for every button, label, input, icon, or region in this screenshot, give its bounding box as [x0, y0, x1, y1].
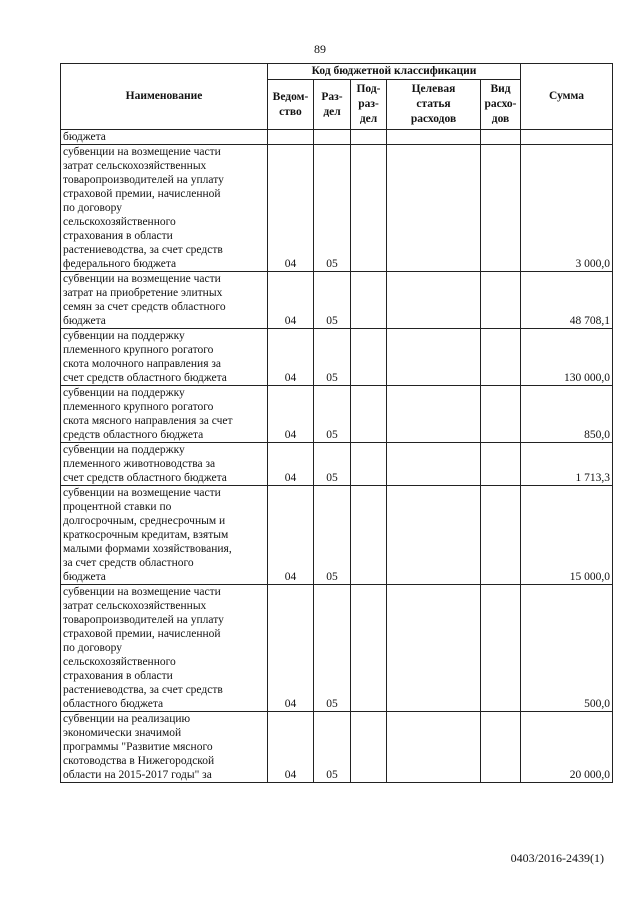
table-row: [61, 712, 613, 783]
row-sum: 1 713,3: [521, 443, 613, 486]
row-vedomstvo: 04: [268, 486, 314, 585]
row-name: субвенции на возмещение части затрат сельскохозяйственных товаропроизводителей на уплату страховой премии, начисленной по договору сельскохозяйственного страхования в области растениеводства, за счет средств федерального бюджета: [61, 145, 268, 272]
row-podrazdel: [351, 486, 387, 585]
row-vedomstvo: 04: [268, 386, 314, 443]
row-vid: [481, 712, 521, 783]
table-row: [61, 486, 613, 585]
row-razdel: 05: [314, 486, 351, 585]
row-name: субвенции на возмещение части затрат сельскохозяйственных товаропроизводителей на уплату страховой премии, начисленной по договору сельскохозяйственного страхования в области растениеводства, за счет средств областного бюджета: [61, 585, 268, 712]
row-vedomstvo: 04: [268, 585, 314, 712]
header-celevaya: Целевая статья расходов: [387, 80, 481, 130]
empty-cell: [314, 130, 351, 145]
continuation-text: бюджета: [61, 130, 268, 145]
row-celevaya: [387, 145, 481, 272]
row-name: субвенции на возмещение части затрат на приобретение элитных семян за счет средств областного бюджета: [61, 272, 268, 329]
row-vedomstvo: 04: [268, 272, 314, 329]
header-summa: Сумма: [521, 64, 613, 130]
row-vid: [481, 145, 521, 272]
empty-cell: [387, 130, 481, 145]
row-sum: 3 000,0: [521, 145, 613, 272]
table-row: [61, 145, 613, 272]
header-name: Наименование: [61, 64, 268, 130]
row-celevaya: [387, 386, 481, 443]
row-vid: [481, 329, 521, 386]
row-podrazdel: [351, 585, 387, 712]
empty-cell: [268, 130, 314, 145]
header-podrazdel: Под- раз- дел: [351, 80, 387, 130]
row-podrazdel: [351, 443, 387, 486]
table-row: [61, 585, 613, 712]
continuation-row: [61, 130, 613, 145]
row-podrazdel: [351, 272, 387, 329]
table-row: [61, 329, 613, 386]
row-celevaya: [387, 443, 481, 486]
row-name: субвенции на возмещение части процентной ставки по долгосрочным, среднесрочным и краткосрочным кредитам, взятым малыми формами хозяйствования, за счет средств областного бюджета: [61, 486, 268, 585]
row-razdel: 05: [314, 329, 351, 386]
row-celevaya: [387, 272, 481, 329]
row-podrazdel: [351, 712, 387, 783]
row-name: субвенции на поддержку племенного животноводства за счет средств областного бюджета: [61, 443, 268, 486]
header-razdel: Раз- дел: [314, 80, 351, 130]
row-celevaya: [387, 585, 481, 712]
row-sum: 48 708,1: [521, 272, 613, 329]
row-razdel: 05: [314, 712, 351, 783]
row-razdel: 05: [314, 272, 351, 329]
header-vedomstvo: Ведом- ство: [268, 80, 314, 130]
table-row: [61, 443, 613, 486]
row-razdel: 05: [314, 443, 351, 486]
page-number: 89: [314, 42, 326, 56]
table-row: [61, 386, 613, 443]
row-sum: 15 000,0: [521, 486, 613, 585]
row-vid: [481, 272, 521, 329]
empty-cell: [351, 130, 387, 145]
row-name: субвенции на реализацию экономически значимой программы "Развитие мясного скотоводства в Нижегородской области на 2015-2017 годы" за: [61, 712, 268, 783]
row-celevaya: [387, 486, 481, 585]
row-vid: [481, 386, 521, 443]
header-code-group: Код бюджетной классификации: [268, 64, 521, 80]
row-name: субвенции на поддержку племенного крупного рогатого скота мясного направления за счет средств областного бюджета: [61, 386, 268, 443]
row-podrazdel: [351, 386, 387, 443]
row-sum: 20 000,0: [521, 712, 613, 783]
budget-table: [60, 63, 613, 783]
row-razdel: 05: [314, 386, 351, 443]
row-sum: 130 000,0: [521, 329, 613, 386]
row-name: субвенции на поддержку племенного крупного рогатого скота молочного направления за счет средств областного бюджета: [61, 329, 268, 386]
row-razdel: 05: [314, 145, 351, 272]
document-code: 0403/2016-2439(1): [510, 851, 604, 865]
row-celevaya: [387, 712, 481, 783]
row-podrazdel: [351, 329, 387, 386]
row-vedomstvo: 04: [268, 443, 314, 486]
row-vid: [481, 486, 521, 585]
row-podrazdel: [351, 145, 387, 272]
empty-cell: [521, 130, 613, 145]
row-sum: 500,0: [521, 585, 613, 712]
header-vid: Вид расхо- дов: [481, 80, 521, 130]
table-row: [61, 272, 613, 329]
row-razdel: 05: [314, 585, 351, 712]
row-vid: [481, 585, 521, 712]
row-vedomstvo: 04: [268, 712, 314, 783]
row-vid: [481, 443, 521, 486]
row-celevaya: [387, 329, 481, 386]
row-sum: 850,0: [521, 386, 613, 443]
row-vedomstvo: 04: [268, 145, 314, 272]
empty-cell: [481, 130, 521, 145]
row-vedomstvo: 04: [268, 329, 314, 386]
